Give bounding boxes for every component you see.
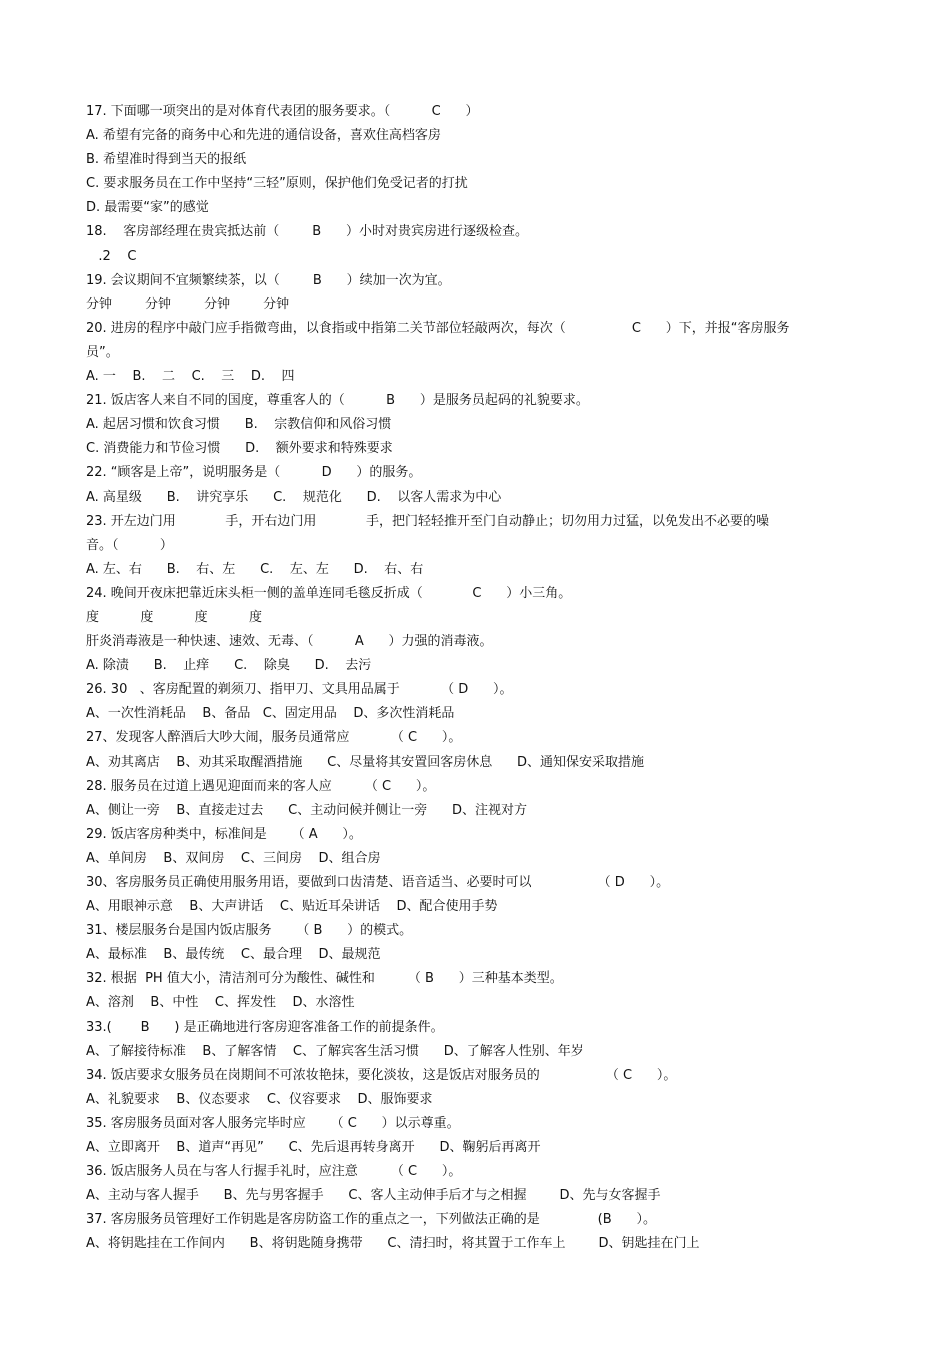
text-line: 37. 客房服务员管理好工作钥匙是客房防盗工作的重点之一，下列做法正确的是 (B ）。	[86, 1212, 656, 1228]
text-line: 分钟 分钟 分钟 分钟	[86, 296, 290, 312]
text-line: A、劝其离店 B、劝其采取醒酒措施 C、尽量将其安置回客房休息 D、通知保安采取措施	[86, 754, 645, 770]
text-line: 31、楼层服务台是国内饭店服务 （ B ）的模式。	[86, 923, 413, 939]
text-line: A、侧让一旁 B、直接走过去 C、主动问候并侧让一旁 D、注视对方	[86, 802, 528, 818]
text-line: 音。（ ）	[86, 537, 173, 553]
text-line: B. 希望准时得到当天的报纸	[86, 152, 247, 168]
text-line: A. 希望有完备的商务中心和先进的通信设备，喜欢住高档客房	[86, 128, 441, 144]
text-line: 24. 晚间开夜床把靠近床头柜一侧的盖单连同毛毯反折成（ C ）小三角。	[86, 585, 572, 601]
text-line: C. 消费能力和节俭习惯 D. 额外要求和特殊要求	[86, 441, 393, 457]
text-line: 18. 客房部经理在贵宾抵达前（ B ）小时对贵宾房进行逐级检查。	[86, 224, 528, 240]
text-line: A. 一 B. 二 C. 三 D. 四	[86, 369, 295, 385]
text-line: A、单间房 B、双间房 C、三间房 D、组合房	[86, 850, 381, 866]
text-line: A. 高星级 B. 讲究享乐 C. 规范化 D. 以客人需求为中心	[86, 489, 502, 505]
text-line: A、将钥匙挂在工作间内 B、将钥匙随身携带 C、清扫时，将其置于工作车上 D、钥匙挂在门上	[86, 1236, 700, 1252]
text-line: A、立即离开 B、道声“再见” C、先后退再转身离开 D、鞠躬后再离开	[86, 1140, 541, 1156]
text-line: D. 最需要“家”的感觉	[86, 200, 209, 216]
text-line: 肝炎消毒液是一种快速、速效、无毒、（ A ）力强的消毒液。	[86, 634, 493, 650]
text-line: A、最标准 B、最传统 C、最合理 D、最规范	[86, 947, 381, 963]
text-line: A、了解接待标准 B、了解客情 C、了解宾客生活习惯 D、了解客人性别、年岁	[86, 1043, 584, 1059]
text-line: 32. 根据 PH 值大小，清洁剂可分为酸性、碱性和 （ B ）三种基本类型。	[86, 971, 563, 987]
text-line: 22. “顾客是上帝”，说明服务是（ D ）的服务。	[86, 465, 422, 481]
text-line: A、溶剂 B、中性 C、挥发性 D、水溶性	[86, 995, 355, 1011]
text-line: A、礼貌要求 B、仪态要求 C、仪容要求 D、服饰要求	[86, 1091, 433, 1107]
question-list	[86, 100, 866, 1257]
text-line: A、用眼神示意 B、大声讲话 C、贴近耳朵讲话 D、配合使用手势	[86, 899, 498, 915]
text-line: 34. 饭店要求女服务员在岗期间不可浓妆艳抹，要化淡妆，这是饭店对服务员的 （ C ）。	[86, 1067, 677, 1083]
text-line: C. 要求服务员在工作中坚持“三轻”原则，保护他们免受记者的打扰	[86, 176, 468, 192]
text-line: 度 度 度 度	[86, 609, 262, 625]
text-line: 28. 服务员在过道上遇见迎面而来的客人应 （ C ）。	[86, 778, 436, 794]
text-line: 30、客房服务员正确使用服务用语，要做到口齿清楚、语音适当、必要时可以 （ D ）。	[86, 875, 670, 890]
text-line: 35. 客房服务员面对客人服务完毕时应 （ C ）以示尊重。	[86, 1115, 460, 1131]
text-line: 29. 饭店客房种类中，标准间是 （ A ）。	[86, 826, 362, 842]
text-line: 员”。	[86, 344, 119, 360]
text-line: 27、发现客人醉酒后大吵大闹，服务员通常应 （ C ）。	[86, 730, 462, 746]
text-line: 26. 30 、客房配置的剃须刀、指甲刀、文具用品属于 （ D ）。	[86, 682, 513, 698]
text-line: A、一次性消耗品 B、备品 C、固定用品 D、多次性消耗品	[86, 706, 455, 722]
text-line: 20. 进房的程序中敲门应手指微弯曲，以食指或中指第二关节部位轻敲两次，每次（ C ）下，并报“客房服务	[86, 320, 790, 336]
text-line: 21. 饭店客人来自不同的国度，尊重客人的（ B ）是服务员起码的礼貌要求。	[86, 393, 589, 409]
text-line: .2 C	[86, 248, 137, 264]
text-line: A. 左、右 B. 右、左 C. 左、左 D. 右、右	[86, 561, 424, 577]
text-line: 23. 开左边门用 手，开右边门用 手，把门轻轻推开至门自动静止；切勿用力过猛，以免发出不必要的噪	[86, 513, 769, 529]
text-line: 19. 会议期间不宜频繁续茶，以（ B ）续加一次为宜。	[86, 272, 451, 288]
text-line: A. 起居习惯和饮食习惯 B. 宗教信仰和风俗习惯	[86, 417, 392, 433]
text-line: A、主动与客人握手 B、先与男客握手 C、客人主动伸手后才与之相握 D、先与女客握手	[86, 1188, 661, 1204]
text-line: A. 除渍 B. 止痒 C. 除臭 D. 去污	[86, 658, 372, 674]
text-line: 33.( B ) 是正确地进行客房迎客准备工作的前提条件。	[86, 1019, 444, 1035]
text-line: 17. 下面哪一项突出的是对体育代表团的服务要求。（ C ）	[86, 104, 479, 119]
text-line: 36. 饭店服务人员在与客人行握手礼时，应注意 （ C ）。	[86, 1164, 462, 1180]
